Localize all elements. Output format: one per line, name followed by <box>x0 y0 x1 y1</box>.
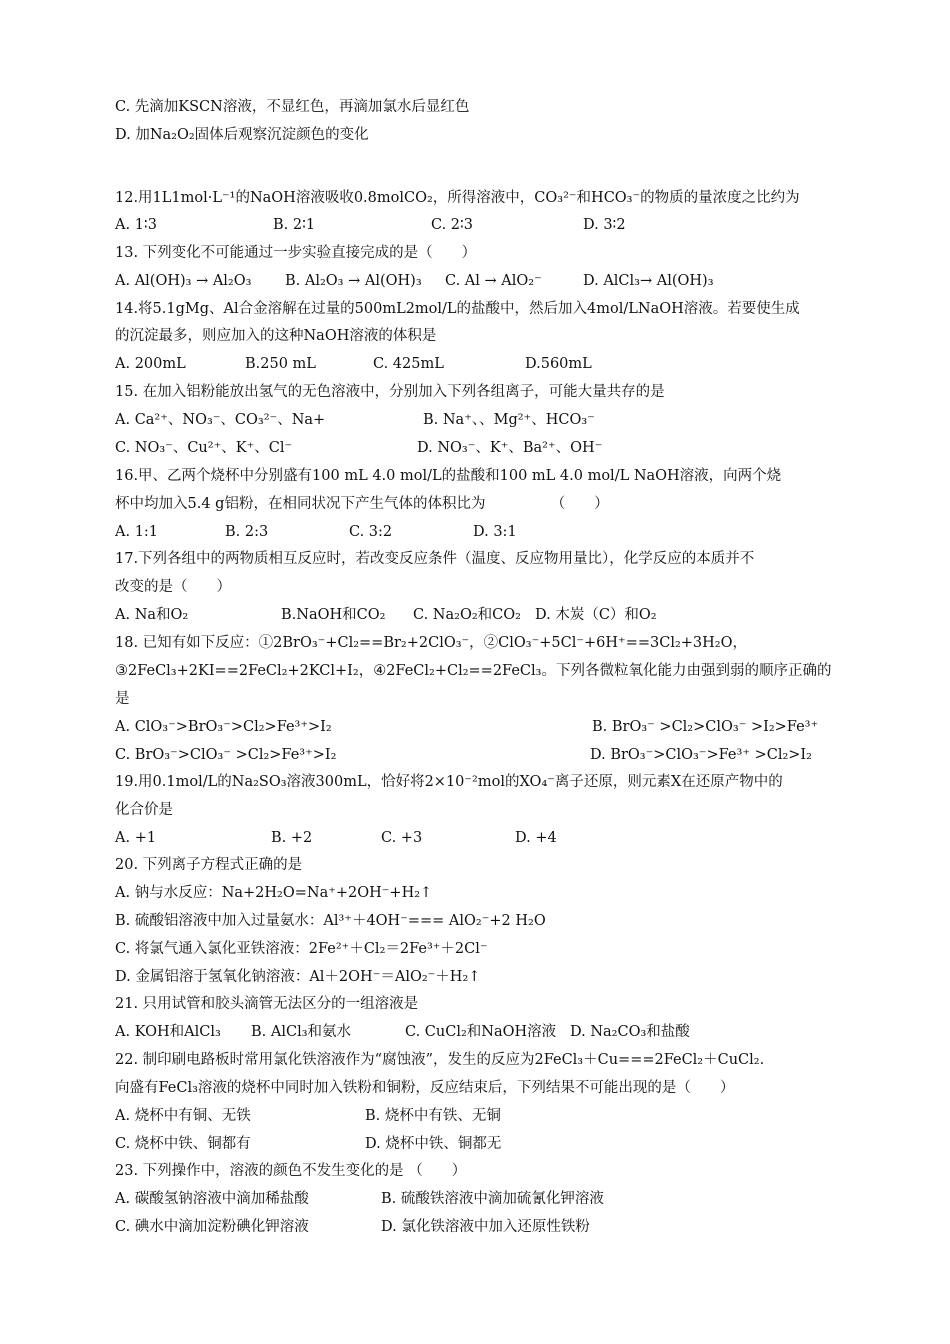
q17-stem: 17.下列各组中的两物质相互反应时，若改变反应条件（温度、反应物用量比），化学反应的本质并不 <box>115 551 755 567</box>
q18-stem-end: 是 <box>115 691 130 707</box>
option: C. 3:2 <box>349 524 393 540</box>
option: A. 碳酸氢钠溶液中滴加稀盐酸 <box>115 1191 309 1207</box>
q17-stem-cont: 改变的是（ ） <box>115 579 231 595</box>
q20-option-b: B. 硫酸铝溶液中加入过量氨水：Al³⁺＋4OH⁻=== AlO₂⁻+2 H₂O <box>115 913 546 929</box>
q22-stem: 22. 制印刷电路板时常用氯化铁溶液作为“腐蚀液”，发生的反应为2FeCl₃＋Cu===2FeCl₂＋CuCl₂. <box>115 1052 765 1068</box>
option: B. 2:3 <box>225 524 269 540</box>
option: B. Al₂O₃ → Al(OH)₃ <box>285 273 422 289</box>
q18-stem-cont: ③2FeCl₃+2KI==2FeCl₂+2KCl+I₂，④2FeCl₂+Cl₂==2FeCl₃。下列各微粒氧化能力由强到弱的顺序正确的 <box>115 663 832 679</box>
option: B. 硫酸铁溶液中滴加硫氰化钾溶液 <box>381 1191 604 1207</box>
option: B.NaOH和CO₂ <box>281 607 386 623</box>
q11-option-d: D. 加Na₂O₂固体后观察沉淀颜色的变化 <box>115 127 369 143</box>
q16-stem: 16.甲、乙两个烧杯中分别盛有100 mL 4.0 mol/L的盐酸和100 mL 4.0 mol/L NaOH溶液，向两个烧 <box>115 468 782 484</box>
option: C. BrO₃⁻>ClO₃⁻ >Cl₂>Fe³⁺>I₂ <box>115 747 337 763</box>
q19-stem: 19.用0.1mol/L的Na₂SO₃溶液300mL，恰好将2×10⁻²mol的XO₄⁻离子还原，则元素X在还原产物中的 <box>115 774 783 790</box>
option: B. BrO₃⁻ >Cl₂>ClO₃⁻ >I₂>Fe³⁺ <box>592 719 819 735</box>
option: D. 木炭（C）和O₂ <box>535 607 657 623</box>
option: D. AlCl₃→ Al(OH)₃ <box>583 273 714 289</box>
option: A. 1∶3 <box>115 217 157 233</box>
option: A. 1:1 <box>115 524 159 540</box>
q11-option-c: C. 先滴加KSCN溶液，不显红色，再滴加氯水后显红色 <box>115 99 470 115</box>
option: A. +1 <box>115 830 157 846</box>
option: D. 氯化铁溶液中加入还原性铁粉 <box>381 1219 590 1235</box>
q20-option-c: C. 将氯气通入氯化亚铁溶液：2Fe²⁺＋Cl₂＝2Fe³⁺＋2Cl⁻ <box>115 941 488 957</box>
option: B. +2 <box>271 830 313 846</box>
q14-stem: 14.将5.1gMg、Al合金溶解在过量的500mL2mol/L的盐酸中，然后加入4mol/LNaOH溶液。若要使生成 <box>115 301 800 317</box>
option: C. 烧杯中铁、铜都有 <box>115 1136 251 1152</box>
q12-stem: 12.用1L1mol·L⁻¹的NaOH溶液吸收0.8molCO₂，所得溶液中，CO₃²⁻和HCO₃⁻的物质的量浓度之比约为 <box>115 190 800 206</box>
q15-stem: 15. 在加入铝粉能放出氢气的无色溶液中，分别加入下列各组离子，可能大量共存的是 <box>115 384 665 400</box>
q18-stem: 18. 已知有如下反应：①2BrO₃⁻+Cl₂==Br₂+2ClO₃⁻，②ClO₃⁻+5Cl⁻+6H⁺==3Cl₂+3H₂O， <box>115 635 747 651</box>
q22-stem-cont: 向盛有FeCl₃溶液的烧杯中同时加入铁粉和铜粉，反应结束后，下列结果不可能出现的是（ ） <box>115 1080 735 1096</box>
option: D. 烧杯中铁、铜都无 <box>365 1136 502 1152</box>
option: D. +4 <box>515 830 557 846</box>
option: C. +3 <box>381 830 423 846</box>
option: C. Al → AlO₂⁻ <box>445 273 542 289</box>
option: C. 425mL <box>373 356 444 372</box>
option: D. NO₃⁻、K⁺、Ba²⁺、OH⁻ <box>417 440 603 456</box>
option: C. NO₃⁻、Cu²⁺、K⁺、Cl⁻ <box>115 440 293 456</box>
option: D.560mL <box>525 356 592 372</box>
option: B. 2∶1 <box>273 217 316 233</box>
option: A. Al(OH)₃ → Al₂O₃ <box>115 273 252 289</box>
option: C. Na₂O₂和CO₂ <box>413 607 521 623</box>
option: B. 烧杯中有铁、无铜 <box>365 1108 501 1124</box>
q19-stem-cont: 化合价是 <box>115 802 173 818</box>
option: C. 2∶3 <box>431 217 474 233</box>
option: C. 碘水中滴加淀粉碘化钾溶液 <box>115 1219 309 1235</box>
option: A. KOH和AlCl₃ <box>115 1024 221 1040</box>
q20-option-a: A. 钠与水反应：Na+2H₂O=Na⁺+2OH⁻+H₂↑ <box>115 885 433 901</box>
option: A. Na和O₂ <box>115 607 189 623</box>
option: D. 3∶2 <box>583 217 626 233</box>
option: B. Na⁺、、Mg²⁺、HCO₃⁻ <box>423 412 595 428</box>
option: A. Ca²⁺、NO₃⁻、CO₃²⁻、Na+ <box>115 412 326 428</box>
q20-option-d: D. 金属铝溶于氢氧化钠溶液：Al＋2OH⁻＝AlO₂⁻＋H₂↑ <box>115 969 481 985</box>
q13-stem: 13. 下列变化不可能通过一步实验直接完成的是（ ） <box>115 245 477 261</box>
q16-stem-cont: 杯中均加入5.4 g铝粉，在相同状况下产生气体的体积比为 （ ） <box>115 496 609 512</box>
option: A. 200mL <box>115 356 186 372</box>
q21-stem: 21. 只用试管和胶头滴管无法区分的一组溶液是 <box>115 996 419 1012</box>
option: C. CuCl₂和NaOH溶液 <box>405 1024 557 1040</box>
option: B. AlCl₃和氨水 <box>251 1024 352 1040</box>
option: B.250 mL <box>245 356 316 372</box>
option: D. 3:1 <box>473 524 517 540</box>
option: A. 烧杯中有铜、无铁 <box>115 1108 251 1124</box>
option: D. Na₂CO₃和盐酸 <box>570 1024 690 1040</box>
q14-stem-cont: 的沉淀最多，则应加入的这种NaOH溶液的体积是 <box>115 328 437 344</box>
option: D. BrO₃⁻>ClO₃⁻>Fe³⁺ >Cl₂>I₂ <box>590 747 812 763</box>
q23-stem: 23. 下列操作中，溶液的颜色不发生变化的是 （ ） <box>115 1163 467 1179</box>
option: A. ClO₃⁻>BrO₃⁻>Cl₂>Fe³⁺>I₂ <box>115 719 332 735</box>
q20-stem: 20. 下列离子方程式正确的是 <box>115 857 303 873</box>
